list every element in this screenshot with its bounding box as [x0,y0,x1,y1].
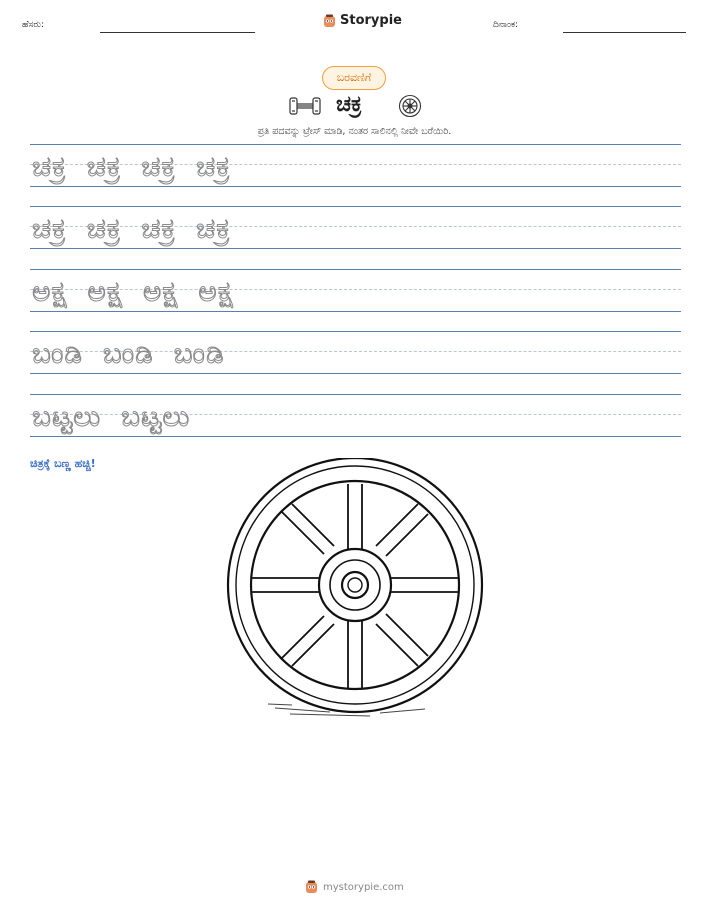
trace-words: ಬಂಡಿ ಬಂಡಿ ಬಂಡಿ [32,337,225,370]
axle-icon [288,96,322,116]
practice-row[interactable] [30,331,681,393]
wheel-coloring-image[interactable] [220,458,490,723]
category-badge: ಬರವಣಿಗೆ [322,66,386,90]
coloring-prompt: ಚಿತ್ರಕ್ಕೆ ಬಣ್ಣ ಹಚ್ಚಿ! [30,457,96,470]
wheel-small-icon [398,94,422,118]
trace-words: ಅಕ್ಷ ಅಕ್ಷ ಅಕ್ಷ ಅಕ್ಷ [32,275,234,308]
trace-words: ಬಟ್ಟಲು ಬಟ್ಟಲು [32,400,191,433]
footer [305,880,404,894]
footer-url[interactable]: mystorypie.com [323,881,404,893]
title-row [286,92,426,122]
storypie-mascot-icon [305,880,318,894]
storypie-mascot-icon [323,14,336,28]
brand-logo [323,13,402,28]
practice-row[interactable] [30,144,681,206]
page-title: ಚಕ್ರ [336,92,362,117]
date-label: ದಿನಾಂಕ: [493,20,519,30]
practice-row[interactable] [30,206,681,268]
brand-name: Storypie [340,13,402,28]
practice-row[interactable] [30,394,681,456]
trace-words: ಚಕ್ರ ಚಕ್ರ ಚಕ್ರ ಚಕ್ರ [32,212,232,245]
date-line[interactable] [563,32,686,33]
name-line[interactable] [100,32,255,33]
trace-words: ಚಕ್ರ ಚಕ್ರ ಚಕ್ರ ಚಕ್ರ [32,150,232,183]
practice-row[interactable] [30,269,681,331]
instruction-text: ಪ್ರತಿ ಪದವನ್ನು ಟ್ರೇಸ್ ಮಾಡಿ, ನಂತರ ಸಾಲಿನಲ್ಲಿ ನೀವೇ ಬರೆಯಿರಿ. [257,126,452,137]
name-label: ಹೆಸರು: [22,20,45,30]
